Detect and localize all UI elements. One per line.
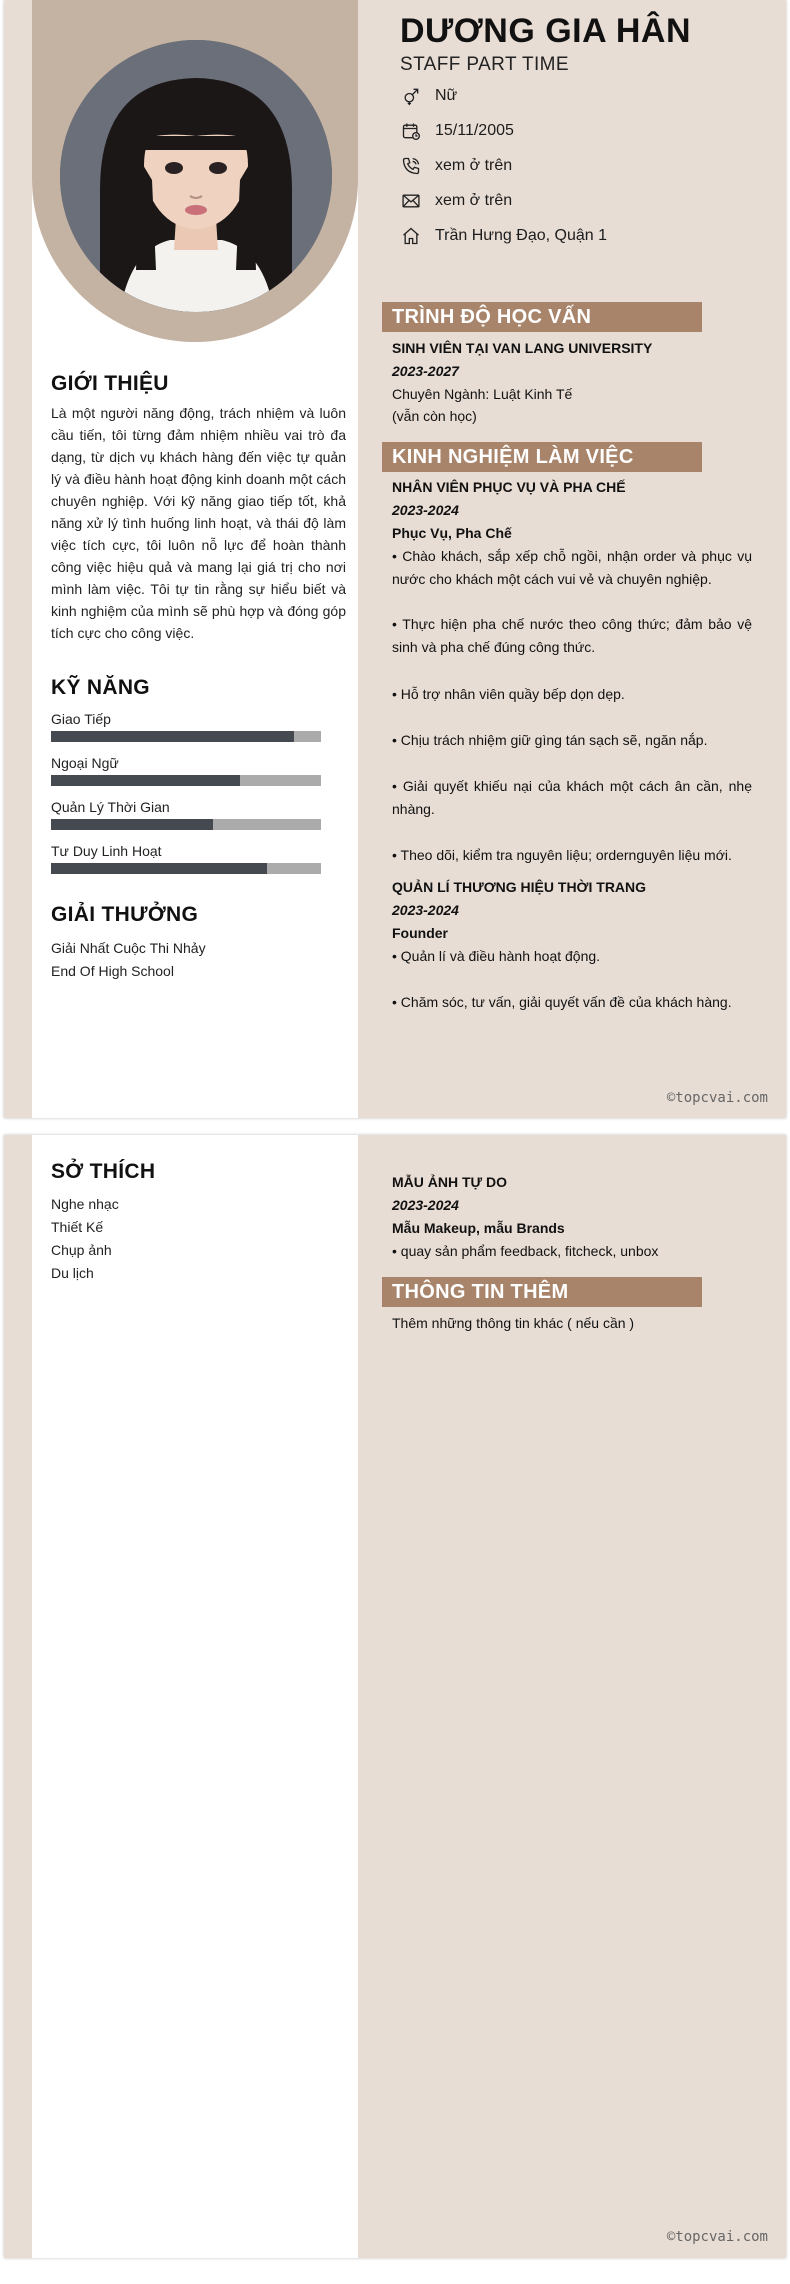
left-column [32,1135,358,2258]
envelope-icon [400,190,422,212]
phone-icon [400,155,422,177]
candidate-name: DƯƠNG GIA HÂN [400,12,692,50]
experience-title: KINH NGHIỆM LÀM VIỆC [382,442,702,472]
contact-phone [400,155,512,177]
cv-page-1 [4,0,786,1118]
job-bullet: • Giải quyết khiếu nại của khách một cách ân cần, nhẹ nhàng. [392,778,752,817]
additional-title: THÔNG TIN THÊM [382,1277,702,1307]
watermark: ©topcvai.com [666,2229,768,2245]
profile-photo [60,40,332,312]
gender-value: Nữ [435,87,458,104]
skill-bar-track [51,863,321,874]
job-position: NHÂN VIÊN PHỤC VỤ VÀ PHA CHẾ [392,479,626,495]
skill-bar-track [51,819,321,830]
skill-label: Tư Duy Linh Hoạt [51,843,162,859]
job-role: Mẫu Makeup, mẫu Brands [392,1220,565,1236]
job-period: 2023-2024 [392,902,459,918]
calendar-icon [400,120,422,142]
hobby-item: Thiết Kế [51,1219,104,1235]
email-value: xem ở trên [435,192,513,209]
job-bullet: • Theo dõi, kiểm tra nguyên liệu; ordernguyên liệu mới. [392,847,732,863]
skill-bar-fill [51,863,267,874]
education-period: 2023-2027 [392,363,459,379]
skill-label: Giao Tiếp [51,711,111,727]
award-item: End Of High School [51,963,174,979]
additional-text: Thêm những thông tin khác ( nếu cần ) [392,1315,635,1331]
hobby-item: Chụp ảnh [51,1242,112,1258]
skill-bar-track [51,731,321,742]
job-period: 2023-2024 [392,1197,459,1213]
award-item: Giải Nhất Cuộc Thi Nhảy [51,940,206,956]
skill-bar-fill [51,819,213,830]
skill-label: Ngoại Ngữ [51,755,119,771]
skill-bar-track [51,775,321,786]
job-bullet: • quay sản phẩm feedback, fitcheck, unbox [392,1243,659,1259]
job-bullet: • Chào khách, sắp xếp chỗ ngồi, nhận order và phục vụ nước cho khách một cách vui vẻ và chuyên nghiệp. [392,548,752,587]
job-bullet: • Thực hiện pha chế nước theo công thức; đảm bảo vệ sinh và pha chế đúng công thức. [392,616,752,655]
phone-value: xem ở trên [435,157,513,174]
education-title: TRÌNH ĐỘ HỌC VẤN [382,302,702,332]
job-title: STAFF PART TIME [400,54,569,75]
education-major: Chuyên Ngành: Luật Kinh Tế [392,386,573,402]
cv-page-2 [4,1135,786,2258]
job-role: Founder [392,925,448,941]
intro-title: GIỚI THIỆU [51,372,169,395]
job-bullet: • Chăm sóc, tư vấn, giải quyết vấn đề của khách hàng. [392,994,732,1010]
contact-birthday [400,120,514,142]
watermark: ©topcvai.com [666,1090,768,1106]
awards-title: GIẢI THƯỞNG [51,903,199,926]
job-bullet: • Hỗ trợ nhân viên quầy bếp dọn dẹp. [392,686,625,702]
contact-email [400,190,512,212]
education-school: SINH VIÊN TẠI VAN LANG UNIVERSITY [392,340,653,356]
hobby-item: Du lịch [51,1265,94,1281]
job-period: 2023-2024 [392,502,459,518]
address-value: Trần Hưng Đạo, Quận 1 [435,227,607,244]
skill-label: Quản Lý Thời Gian [51,799,170,815]
contact-address [400,225,607,247]
education-note: (vẫn còn học) [392,408,477,424]
skill-bar-fill [51,731,294,742]
skills-title: KỸ NĂNG [51,676,150,699]
gender-icon [400,85,422,107]
portrait-illustration [60,40,332,312]
contact-gender [400,85,457,107]
job-bullet: • Quản lí và điều hành hoạt động. [392,948,601,964]
home-icon [400,225,422,247]
job-role: Phục Vụ, Pha Chế [392,525,512,541]
job-position: QUẢN LÍ THƯƠNG HIỆU THỜI TRANG [392,879,647,895]
job-bullet: • Chịu trách nhiệm giữ gìng tán sạch sẽ, ngăn nắp. [392,732,708,748]
job-position: MẪU ẢNH TỰ DO [392,1174,508,1190]
intro-text: Là một người năng động, trách nhiệm và luôn cầu tiến, tôi từng đảm nhiệm nhiều vai trò đa dạng, từ dịch vụ khách hàng đến việc tự quản lý và điều hành hoạt động kinh doanh một cách chuyên nghiệp. Với kỹ năng giao tiếp tốt, khả năng xử lý tình huống linh hoạt, và thái độ làm việc tích cực, tôi luôn nỗ lực để hoàn thành công việc hiệu quả và mang lại giá trị cho nơi mình làm việc. Tôi tự tin rằng sự hiểu biết và kinh nghiệm của mình sẽ phù hợp và đóng góp tích cực cho công việc. [51,405,346,641]
hobby-item: Nghe nhạc [51,1196,119,1212]
skill-bar-fill [51,775,240,786]
hobbies-title: SỞ THÍCH [51,1160,156,1183]
birthday-value: 15/11/2005 [435,122,514,139]
